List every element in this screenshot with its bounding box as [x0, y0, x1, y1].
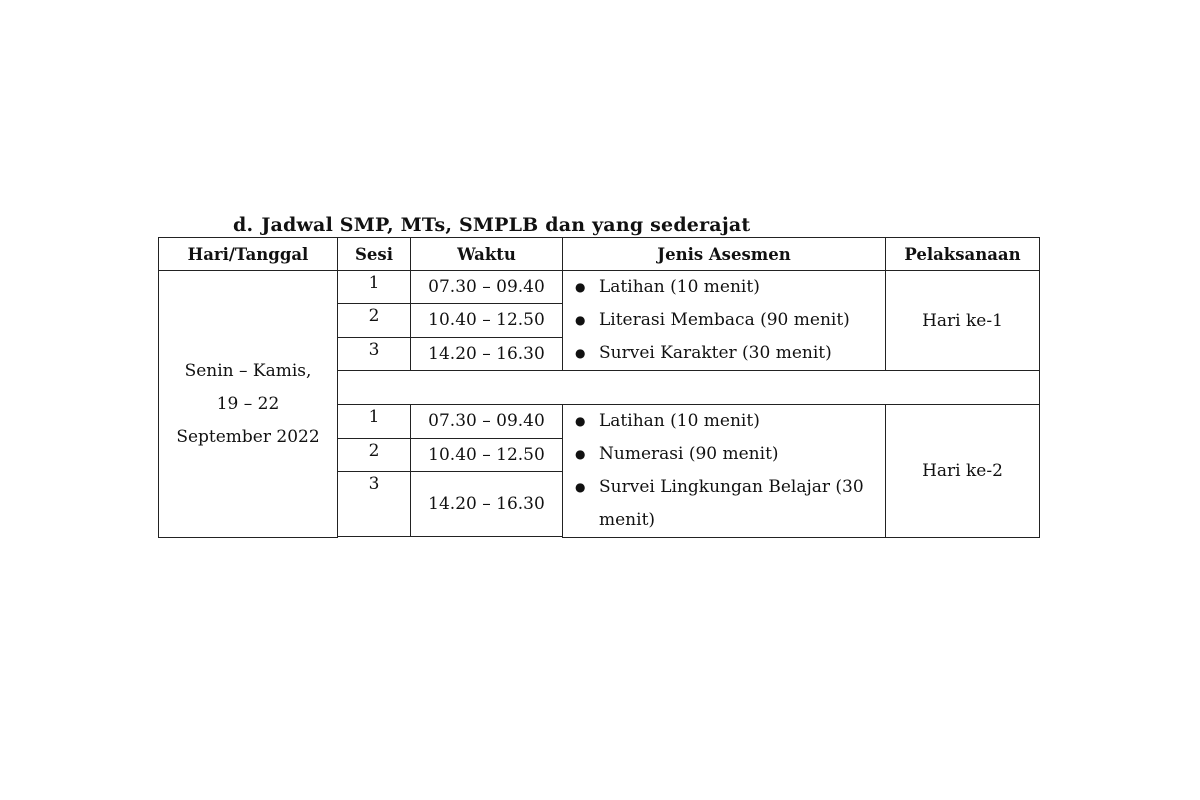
schedule-table	[158, 237, 1040, 538]
waktu-cell: 10.40 – 12.50	[411, 438, 563, 472]
section-heading	[233, 214, 750, 236]
separator-cell	[338, 371, 1040, 405]
header-pelaksanaan: Pelaksanaan	[886, 238, 1040, 271]
assessment-text: Latihan (10 menit)	[599, 411, 760, 431]
waktu-cell: 14.20 – 16.30	[411, 472, 563, 537]
header-hari-tanggal: Hari/Tanggal	[159, 238, 338, 271]
list-item	[563, 337, 885, 370]
list-item	[563, 405, 885, 438]
list-item	[563, 471, 885, 537]
assessment-text: Numerasi (90 menit)	[599, 444, 779, 464]
assessment-text: Survei Lingkungan Belajar (30 menit)	[599, 477, 864, 530]
list-item	[563, 271, 885, 304]
bullet-icon: ●	[575, 447, 586, 461]
day-cell	[159, 271, 338, 538]
list-item	[563, 304, 885, 337]
table-row	[159, 271, 1040, 304]
sesi-cell: 1	[338, 271, 411, 304]
sesi-cell: 3	[338, 337, 411, 370]
sesi-cell: 1	[338, 405, 411, 439]
pelaksanaan-cell: Hari ke-2	[886, 405, 1040, 538]
day-line: 19 – 22	[216, 393, 280, 414]
section-number: d.	[233, 214, 254, 236]
bullet-icon: ●	[575, 313, 586, 327]
day-line: Senin – Kamis,	[184, 360, 312, 381]
pelaksanaan-cell: Hari ke-1	[886, 271, 1040, 371]
assessment-text: Latihan (10 menit)	[599, 277, 760, 297]
sesi-cell: 2	[338, 304, 411, 337]
assessment-list-cell	[563, 271, 886, 371]
header-waktu: Waktu	[411, 238, 563, 271]
bullet-icon: ●	[575, 414, 586, 428]
assessment-text: Survei Karakter (30 menit)	[599, 343, 832, 363]
header-jenis-asesmen: Jenis Asesmen	[563, 238, 886, 271]
sesi-cell: 3	[338, 472, 411, 537]
bullet-icon: ●	[575, 346, 586, 360]
waktu-cell: 10.40 – 12.50	[411, 304, 563, 337]
assessment-list	[563, 271, 885, 370]
header-sesi: Sesi	[338, 238, 411, 271]
day-line: September 2022	[176, 426, 320, 447]
assessment-text: Literasi Membaca (90 menit)	[599, 310, 850, 330]
assessment-list-cell	[563, 405, 886, 538]
spacer-cell	[411, 537, 563, 538]
section-title: Jadwal SMP, MTs, SMPLB dan yang sederajat	[261, 214, 751, 236]
bullet-icon: ●	[575, 280, 586, 294]
header-row	[159, 238, 1040, 271]
spacer-cell	[338, 537, 411, 538]
bullet-icon: ●	[575, 480, 586, 494]
sesi-cell: 2	[338, 438, 411, 472]
assessment-list	[563, 405, 885, 537]
list-item	[563, 438, 885, 471]
waktu-cell: 14.20 – 16.30	[411, 337, 563, 370]
waktu-cell: 07.30 – 09.40	[411, 405, 563, 439]
waktu-cell: 07.30 – 09.40	[411, 271, 563, 304]
